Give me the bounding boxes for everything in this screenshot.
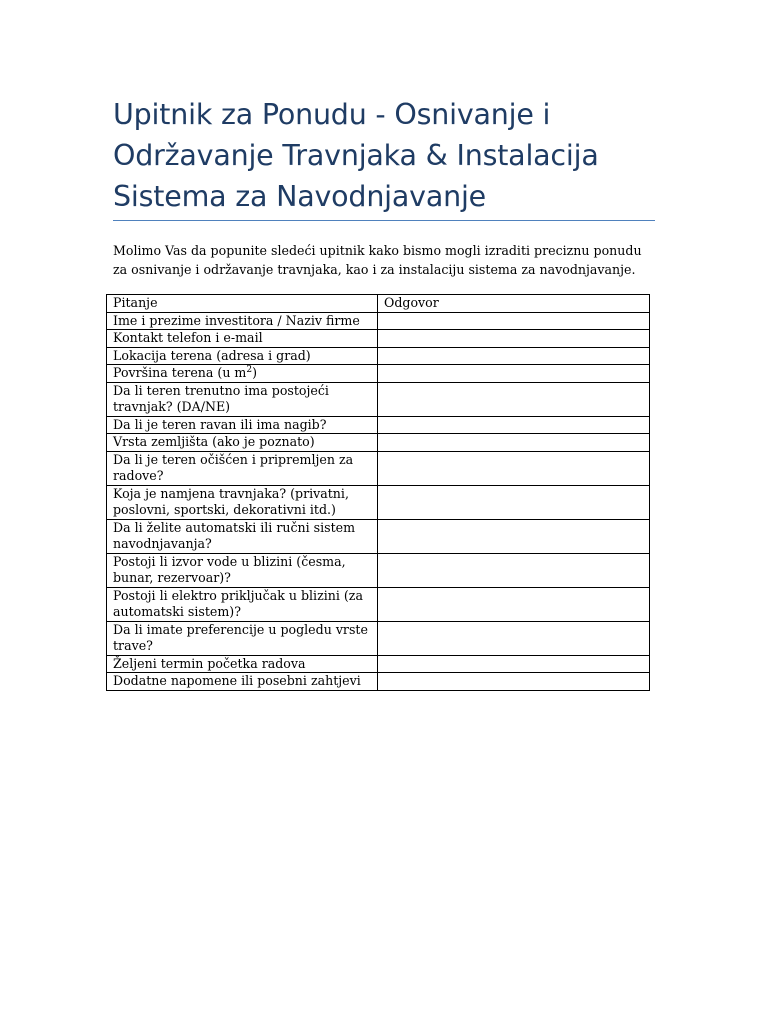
table-header-row — [107, 295, 650, 313]
question-cell: Koja je namjena travnjaka? (privatni, poslovni, sportski, dekorativni itd.) — [107, 485, 378, 519]
question-cell: Da li teren trenutno ima postojeći travnjak? (DA/NE) — [107, 382, 378, 416]
header-answer: Odgovor — [378, 295, 650, 313]
table-row — [107, 382, 650, 416]
table-row — [107, 485, 650, 519]
header-question: Pitanje — [107, 295, 378, 313]
answer-cell[interactable] — [378, 312, 650, 330]
question-cell: Željeni termin početka radova — [107, 655, 378, 673]
answer-cell[interactable] — [378, 434, 650, 452]
answer-cell[interactable] — [378, 587, 650, 621]
questionnaire-table — [106, 294, 650, 691]
answer-cell[interactable] — [378, 621, 650, 655]
question-cell — [107, 365, 378, 383]
table-row — [107, 434, 650, 452]
answer-cell[interactable] — [378, 382, 650, 416]
answer-cell[interactable] — [378, 330, 650, 348]
question-cell: Dodatne napomene ili posebni zahtjevi — [107, 673, 378, 691]
table-row — [107, 621, 650, 655]
question-text-end: ) — [252, 365, 258, 380]
question-cell: Da li želite automatski ili ručni sistem navodnjavanja? — [107, 519, 378, 553]
table-row — [107, 673, 650, 691]
question-cell: Lokacija terena (adresa i grad) — [107, 347, 378, 365]
answer-cell[interactable] — [378, 553, 650, 587]
question-cell: Postoji li izvor vode u blizini (česma, bunar, rezervoar)? — [107, 553, 378, 587]
question-cell: Da li je teren ravan ili ima nagib? — [107, 416, 378, 434]
table-row — [107, 451, 650, 485]
question-cell: Da li je teren očišćen i pripremljen za radove? — [107, 451, 378, 485]
question-cell: Ime i prezime investitora / Naziv firme — [107, 312, 378, 330]
answer-cell[interactable] — [378, 655, 650, 673]
table-row — [107, 519, 650, 553]
table-row — [107, 365, 650, 383]
answer-cell[interactable] — [378, 451, 650, 485]
answer-cell[interactable] — [378, 347, 650, 365]
question-cell: Vrsta zemljišta (ako je poznato) — [107, 434, 378, 452]
page-title: Upitnik za Ponudu - Osnivanje i Održavanje Travnjaka & Instalacija Sistema za Navodnjavanje — [113, 98, 599, 213]
question-cell: Da li imate preferencije u pogledu vrste trave? — [107, 621, 378, 655]
table-row — [107, 587, 650, 621]
question-cell: Postoji li elektro priključak u blizini (za automatski sistem)? — [107, 587, 378, 621]
table-row — [107, 347, 650, 365]
answer-cell[interactable] — [378, 673, 650, 691]
table-row — [107, 553, 650, 587]
answer-cell[interactable] — [378, 416, 650, 434]
table-row — [107, 655, 650, 673]
table-row — [107, 416, 650, 434]
answer-cell[interactable] — [378, 365, 650, 383]
answer-cell[interactable] — [378, 485, 650, 519]
table-row — [107, 312, 650, 330]
question-text: Površina terena (u m — [113, 365, 247, 380]
answer-cell[interactable] — [378, 519, 650, 553]
title-divider — [113, 220, 655, 221]
table-row — [107, 330, 650, 348]
intro-paragraph: Molimo Vas da popunite sledeći upitnik kako bismo mogli izraditi preciznu ponudu za osnivanje i održavanje travnjaka, kao i za instalaciju sistema za navodnjavanje. — [113, 243, 642, 277]
superscript: 2 — [246, 365, 253, 375]
question-cell: Kontakt telefon i e-mail — [107, 330, 378, 348]
